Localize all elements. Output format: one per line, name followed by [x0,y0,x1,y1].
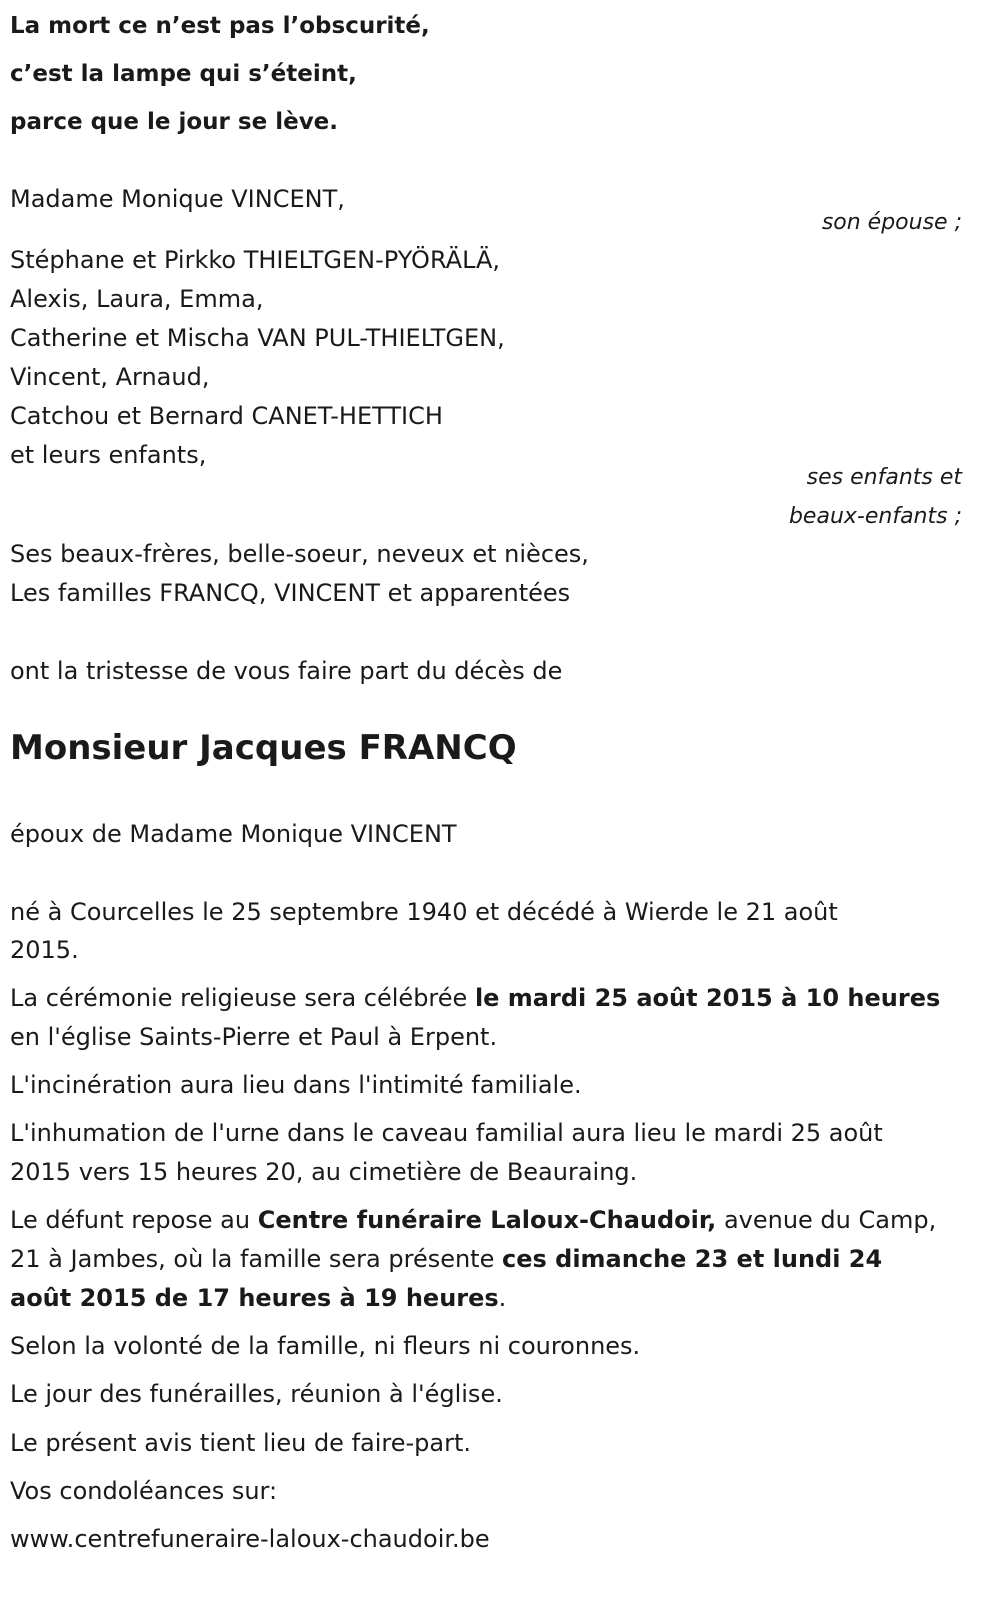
inhumation-line-2: 2015 vers 15 heures 20, au cimetière de Beauraing. [10,1158,638,1186]
extended-family-line-1: Ses beaux-frères, belle-soeur, neveux et nièces, [10,540,589,568]
child-line-4: Vincent, Arnaud, [10,363,210,391]
child-line-3: Catherine et Mischa VAN PUL-THIELTGEN, [10,324,505,352]
child-line-2: Alexis, Laura, Emma, [10,285,264,313]
ceremony-prefix: La cérémonie religieuse sera célébrée [10,984,475,1012]
birth-death-line-1: né à Courcelles le 25 septembre 1940 et décédé à Wierde le 21 août [10,898,838,926]
deceased-name: Monsieur Jacques FRANCQ [10,728,517,768]
repose-line-1 [10,1201,936,1240]
repose-address: avenue du Camp, [716,1206,937,1234]
poem-line-2: c’est la lampe qui s’éteint, [10,61,357,87]
inhumation-line-1: L'inhumation de l'urne dans le caveau familial aura lieu le mardi 25 août [10,1119,883,1147]
repose-line-3 [10,1279,506,1318]
visitation-days: ces dimanche 23 et lundi 24 [502,1245,883,1273]
children-role-line-2: beaux-enfants ; [788,504,962,529]
repose-line-2 [10,1240,882,1279]
repose-line-2-prefix: 21 à Jambes, où la famille sera présente [10,1245,502,1273]
child-line-6: et leurs enfants, [10,441,207,469]
ceremony-date: le mardi 25 août 2015 à 10 heures [474,984,941,1012]
flowers-notice: Selon la volonté de la famille, ni fleurs ni couronnes. [10,1332,641,1360]
meeting-notice: Le jour des funérailles, réunion à l'église. [10,1380,503,1408]
child-line-1: Stéphane et Pirkko THIELTGEN-PYÖRÄLÄ, [10,246,501,274]
condolences-label: Vos condoléances sur: [10,1477,278,1505]
ceremony-place: en l'église Saints-Pierre et Paul à Erpent. [10,1023,498,1051]
spouse-of: époux de Madame Monique VINCENT [10,820,457,848]
visitation-hours: août 2015 de 17 heures à 19 heures [10,1284,499,1312]
ceremony-line-1 [10,979,940,1018]
birth-death-line-2: 2015. [10,936,79,964]
faire-part-notice: Le présent avis tient lieu de faire-part. [10,1429,472,1457]
spouse-role: son épouse ; [821,210,962,235]
children-role-line-1: ses enfants et [806,465,962,490]
incineration: L'incinération aura lieu dans l'intimité familiale. [10,1071,582,1099]
extended-family-line-2: Les familles FRANCQ, VINCENT et apparentées [10,579,571,607]
announcement: ont la tristesse de vous faire part du décès de [10,657,563,685]
spouse-name: Madame Monique VINCENT, [10,185,345,213]
repose-prefix: Le défunt repose au [10,1206,258,1234]
funeral-home-name: Centre funéraire Laloux-Chaudoir, [257,1206,717,1234]
condolences-website[interactable]: www.centrefuneraire-laloux-chaudoir.be [10,1525,490,1553]
poem-line-1: La mort ce n’est pas l’obscurité, [10,13,430,39]
poem-line-3: parce que le jour se lève. [10,109,339,135]
child-line-5: Catchou et Bernard CANET-HETTICH [10,402,443,430]
repose-line-3-suffix: . [498,1284,507,1312]
